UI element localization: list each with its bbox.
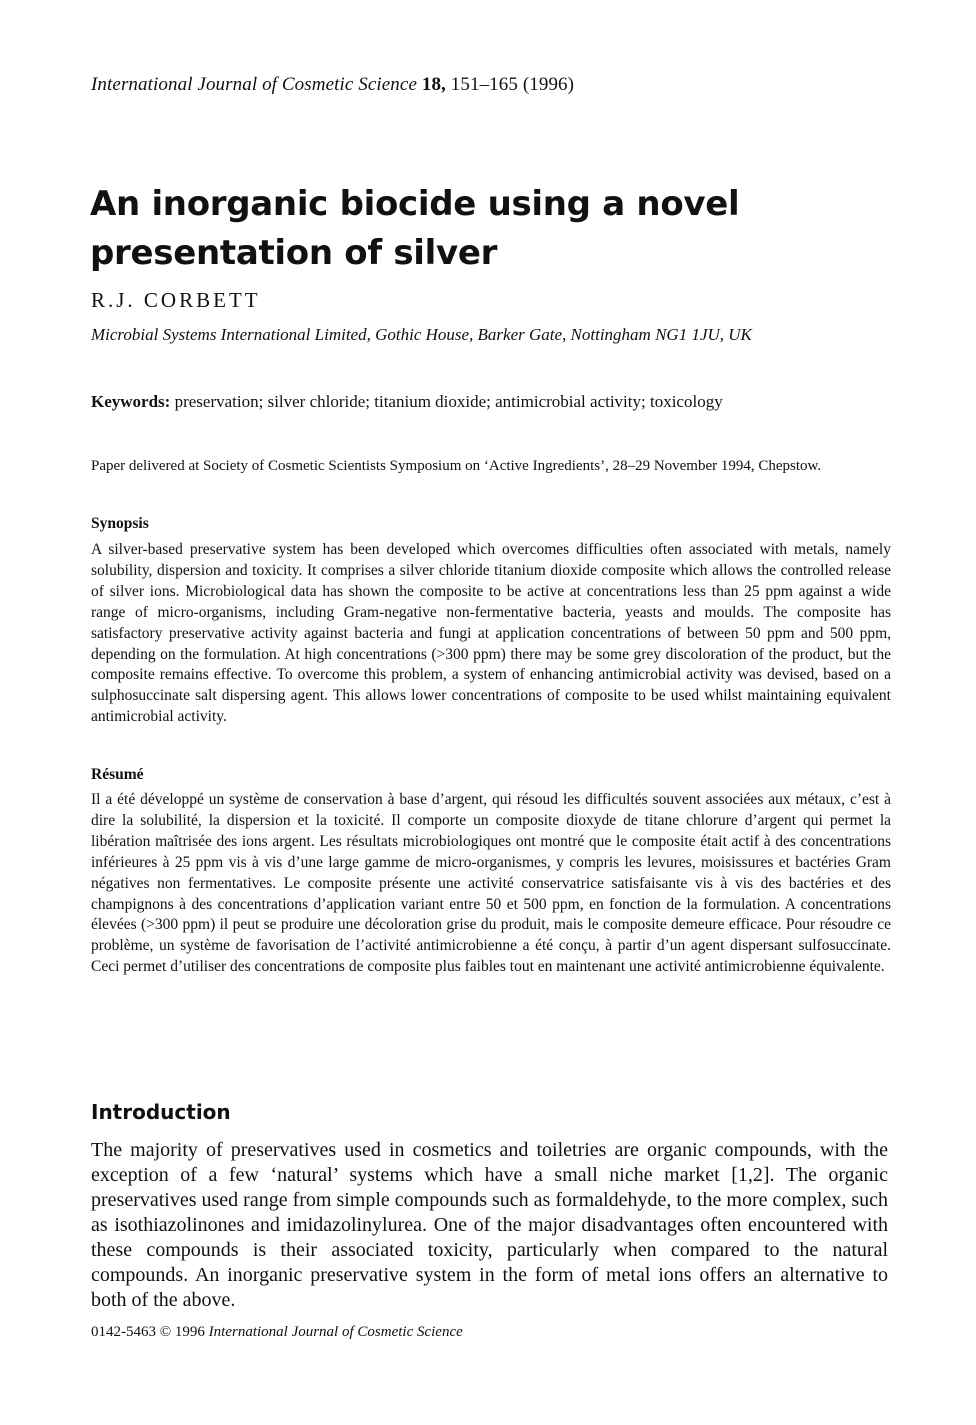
- footer-journal: International Journal of Cosmetic Science: [208, 1324, 463, 1340]
- synopsis-heading: Synopsis: [91, 515, 149, 532]
- pages-year: 151–165 (1996): [450, 74, 575, 95]
- synopsis-text: A silver-based preservative system has been developed which overcomes difficulties often associated with metals, namely solubility, dispersion and toxicity. It comprises a silver chloride titanium dioxide composite which allows the controlled release of silver ions. Microbiological data has shown the composite to be active at concentrations less than 25 ppm against a wide range of micro-organisms, including Gram-negative non-fermentative bacteria, yeasts and moulds. The composite has satisfactory preservative activity against bacteria and fungi at application concentrations of between 50 ppm and 500 ppm, depending on the formulation. At high concentrations (>300 ppm) there may be some grey discoloration of the product, but the composite remains effective. To overcome this problem, a system of enhancing antimicrobial activity was devised, based on a sulphosuccinate salt dispersing agent. This allows lower concentrations of composite to be used whilst maintaining equivalent antimicrobial activity.: [91, 541, 891, 726]
- journal-name: International Journal of Cosmetic Science: [91, 74, 417, 95]
- introduction-text: The majority of preservatives used in cosmetics and toiletries are organic compounds, with the exception of a few ‘natural’ systems which have a small niche market [1,2]. The organic preservatives used range from simple compounds such as formaldehyde, to the more complex, such as isothiazolinones and imidazolinylurea. One of the major disadvantages often encountered with these compounds is their associated toxicity, particularly when compared to the natural compounds. An inorganic preservative system in the form of metal ions offers an alternative to both of the above.: [91, 1139, 889, 1311]
- running-head: [91, 74, 574, 96]
- presentation-note: Paper delivered at Society of Cosmetic Scientists Symposium on ‘Active Ingredients’, 28–29 November 1994, Chepstow.: [91, 458, 822, 474]
- article-title: An inorganic biocide using a novel presentation of silver: [90, 184, 740, 273]
- author: R.J. CORBETT: [91, 288, 261, 312]
- resume-heading: Résumé: [91, 766, 144, 783]
- footer-code: 0142-5463 © 1996: [91, 1324, 205, 1340]
- introduction-heading: Introduction: [91, 1100, 231, 1124]
- keywords-label: Keywords:: [91, 392, 171, 411]
- keywords-list: preservation; silver chloride; titanium dioxide; antimicrobial activity; toxicology: [174, 392, 723, 411]
- copyright-footer: [91, 1324, 463, 1341]
- keywords: [91, 392, 723, 412]
- resume-text: Il a été développé un système de conservation à base d’argent, qui résoud les difficultés souvent associées aux métaux, c’est à dire la solubilité, la dispersion et la toxicité. Il comporte un composite dioxyde de titane chlorure d’argent qui permet la libération maîtrisée des ions argent. Les résultats microbiologiques ont montré que le composite était actif à des concentrations inférieures à 25 ppm vis à vis d’une large gamme de micro-organismes, y compris les levures, moisissures et bactéries Gram négatives non fermentatives. Le composite présente une activité conservatrice satisfaisante vis à vis des bactéries et des champignons à des concentrations d’application variant entre 50 et 500 ppm, en fonction de la formulation. A concentrations élevées (>300 ppm) il peut se produire une décoloration grise du produit, mais le composite demeure efficace. Pour résoudre ce problème, un système de favorisation de l’activité antimicrobienne a été conçu, à partir d’un agent dispersant sulfosuccinate. Ceci permet d’utiliser des concentrations de composite plus faibles tout en maintenant une activité antimicrobienne équivalente.: [91, 791, 891, 976]
- affiliation: Microbial Systems International Limited, Gothic House, Barker Gate, Nottingham NG1 1JU, UK: [91, 325, 752, 344]
- volume-number: 18,: [421, 74, 446, 95]
